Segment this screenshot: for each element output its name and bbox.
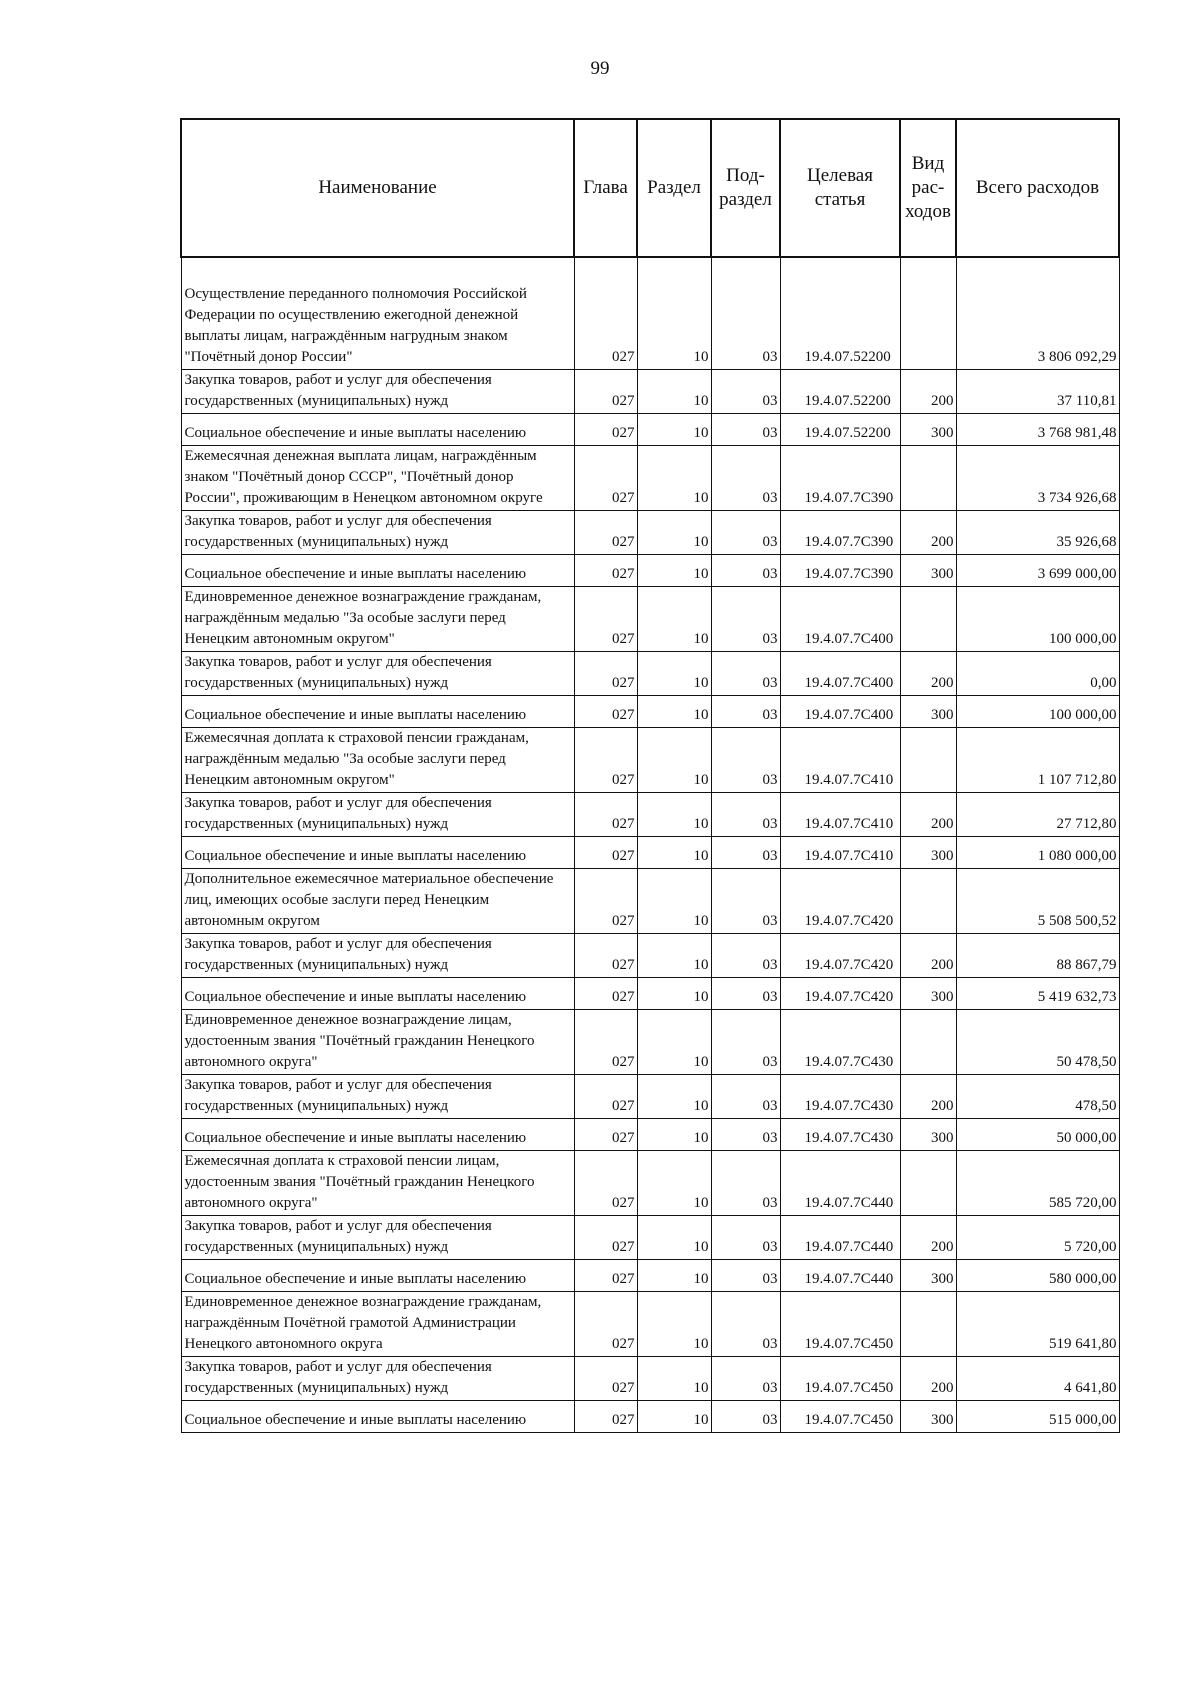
row-target-article: 19.4.07.7С400 bbox=[780, 587, 900, 652]
row-total: 478,50 bbox=[956, 1075, 1119, 1119]
row-total: 519 641,80 bbox=[956, 1292, 1119, 1357]
table-row bbox=[181, 370, 1119, 414]
table-row bbox=[181, 837, 1119, 869]
row-chapter: 027 bbox=[574, 652, 637, 696]
row-chapter: 027 bbox=[574, 1151, 637, 1216]
row-chapter: 027 bbox=[574, 1260, 637, 1292]
row-expense-type: 300 bbox=[900, 978, 956, 1010]
row-section: 10 bbox=[637, 934, 711, 978]
row-section: 10 bbox=[637, 1292, 711, 1357]
row-expense-type: 200 bbox=[900, 1075, 956, 1119]
header-total: Всего расходов bbox=[956, 119, 1119, 257]
row-total: 88 867,79 bbox=[956, 934, 1119, 978]
row-target-article: 19.4.07.7С400 bbox=[780, 652, 900, 696]
row-chapter: 027 bbox=[574, 869, 637, 934]
row-expense-type bbox=[900, 446, 956, 511]
row-section: 10 bbox=[637, 978, 711, 1010]
row-subsection: 03 bbox=[711, 587, 780, 652]
table-row bbox=[181, 1119, 1119, 1151]
row-expense-type: 300 bbox=[900, 555, 956, 587]
row-section: 10 bbox=[637, 1151, 711, 1216]
row-chapter: 027 bbox=[574, 1075, 637, 1119]
row-name: Социальное обеспечение и иные выплаты населению bbox=[181, 1119, 574, 1151]
row-section: 10 bbox=[637, 1260, 711, 1292]
row-target-article: 19.4.07.7С410 bbox=[780, 728, 900, 793]
row-chapter: 027 bbox=[574, 1357, 637, 1401]
row-expense-type bbox=[900, 1151, 956, 1216]
row-subsection: 03 bbox=[711, 511, 780, 555]
row-name: Ежемесячная доплата к страховой пенсии лицам, удостоенным звания "Почётный гражданин Ненецкого автономного округа" bbox=[181, 1151, 574, 1216]
row-chapter: 027 bbox=[574, 728, 637, 793]
row-chapter: 027 bbox=[574, 934, 637, 978]
table-row bbox=[181, 587, 1119, 652]
row-subsection: 03 bbox=[711, 652, 780, 696]
page-number: 99 bbox=[590, 58, 610, 79]
row-target-article: 19.4.07.7С430 bbox=[780, 1119, 900, 1151]
row-total: 50 000,00 bbox=[956, 1119, 1119, 1151]
row-target-article: 19.4.07.7С430 bbox=[780, 1010, 900, 1075]
row-subsection: 03 bbox=[711, 446, 780, 511]
row-subsection: 03 bbox=[711, 1151, 780, 1216]
header-chapter: Глава bbox=[574, 119, 637, 257]
row-expense-type: 300 bbox=[900, 1401, 956, 1433]
row-section: 10 bbox=[637, 696, 711, 728]
row-total: 1 080 000,00 bbox=[956, 837, 1119, 869]
table-row bbox=[181, 652, 1119, 696]
row-subsection: 03 bbox=[711, 1292, 780, 1357]
row-target-article: 19.4.07.7С390 bbox=[780, 446, 900, 511]
row-chapter: 027 bbox=[574, 696, 637, 728]
row-subsection: 03 bbox=[711, 1260, 780, 1292]
table-row bbox=[181, 1010, 1119, 1075]
row-chapter: 027 bbox=[574, 1119, 637, 1151]
row-name: Единовременное денежное вознаграждение гражданам, награждённым Почётной грамотой Администрации Ненецкого автономного округа bbox=[181, 1292, 574, 1357]
row-target-article: 19.4.07.7С440 bbox=[780, 1216, 900, 1260]
row-expense-type: 200 bbox=[900, 1357, 956, 1401]
row-target-article: 19.4.07.7С450 bbox=[780, 1292, 900, 1357]
row-total: 580 000,00 bbox=[956, 1260, 1119, 1292]
row-chapter: 027 bbox=[574, 555, 637, 587]
row-total: 3 699 000,00 bbox=[956, 555, 1119, 587]
row-subsection: 03 bbox=[711, 257, 780, 370]
row-total: 515 000,00 bbox=[956, 1401, 1119, 1433]
row-name: Единовременное денежное вознаграждение лицам, удостоенным звания "Почётный гражданин Ненецкого автономного округа" bbox=[181, 1010, 574, 1075]
row-total: 1 107 712,80 bbox=[956, 728, 1119, 793]
row-subsection: 03 bbox=[711, 555, 780, 587]
row-subsection: 03 bbox=[711, 1119, 780, 1151]
row-chapter: 027 bbox=[574, 1216, 637, 1260]
row-total: 5 508 500,52 bbox=[956, 869, 1119, 934]
row-expense-type bbox=[900, 1292, 956, 1357]
row-target-article: 19.4.07.7С420 bbox=[780, 978, 900, 1010]
table-row bbox=[181, 1260, 1119, 1292]
row-name: Закупка товаров, работ и услуг для обеспечения государственных (муниципальных) нужд bbox=[181, 652, 574, 696]
row-name: Единовременное денежное вознаграждение гражданам, награждённым медалью "За особые заслуги перед Ненецким автономным округом" bbox=[181, 587, 574, 652]
row-section: 10 bbox=[637, 257, 711, 370]
row-section: 10 bbox=[637, 1010, 711, 1075]
row-target-article: 19.4.07.7С440 bbox=[780, 1260, 900, 1292]
row-subsection: 03 bbox=[711, 1357, 780, 1401]
row-target-article: 19.4.07.7С390 bbox=[780, 511, 900, 555]
row-expense-type: 200 bbox=[900, 652, 956, 696]
table-row bbox=[181, 1292, 1119, 1357]
row-expense-type bbox=[900, 257, 956, 370]
table-row bbox=[181, 1216, 1119, 1260]
row-subsection: 03 bbox=[711, 370, 780, 414]
row-subsection: 03 bbox=[711, 728, 780, 793]
row-name: Социальное обеспечение и иные выплаты населению bbox=[181, 837, 574, 869]
table-row bbox=[181, 1357, 1119, 1401]
row-target-article: 19.4.07.7С450 bbox=[780, 1357, 900, 1401]
row-chapter: 027 bbox=[574, 1292, 637, 1357]
budget-table bbox=[180, 118, 1120, 1433]
row-expense-type: 300 bbox=[900, 1119, 956, 1151]
table-row bbox=[181, 446, 1119, 511]
row-chapter: 027 bbox=[574, 446, 637, 511]
row-target-article: 19.4.07.7С450 bbox=[780, 1401, 900, 1433]
row-target-article: 19.4.07.7С400 bbox=[780, 696, 900, 728]
table-row bbox=[181, 793, 1119, 837]
row-target-article: 19.4.07.7С410 bbox=[780, 837, 900, 869]
row-subsection: 03 bbox=[711, 414, 780, 446]
row-expense-type: 200 bbox=[900, 370, 956, 414]
row-total: 0,00 bbox=[956, 652, 1119, 696]
row-section: 10 bbox=[637, 414, 711, 446]
table-row bbox=[181, 1151, 1119, 1216]
row-section: 10 bbox=[637, 555, 711, 587]
row-expense-type: 300 bbox=[900, 414, 956, 446]
row-section: 10 bbox=[637, 1075, 711, 1119]
row-target-article: 19.4.07.7С390 bbox=[780, 555, 900, 587]
row-expense-type bbox=[900, 1010, 956, 1075]
row-expense-type: 200 bbox=[900, 1216, 956, 1260]
row-name: Осуществление переданного полномочия Российской Федерации по осуществлению ежегодной денежной выплаты лицам, награждённым нагрудным знаком "Почётный донор России" bbox=[181, 257, 574, 370]
row-total: 35 926,68 bbox=[956, 511, 1119, 555]
row-subsection: 03 bbox=[711, 1401, 780, 1433]
table-body bbox=[181, 257, 1119, 1433]
row-total: 3 768 981,48 bbox=[956, 414, 1119, 446]
row-total: 37 110,81 bbox=[956, 370, 1119, 414]
table-row bbox=[181, 696, 1119, 728]
table-row bbox=[181, 1401, 1119, 1433]
row-total: 5 720,00 bbox=[956, 1216, 1119, 1260]
row-subsection: 03 bbox=[711, 869, 780, 934]
row-chapter: 027 bbox=[574, 1401, 637, 1433]
row-chapter: 027 bbox=[574, 978, 637, 1010]
row-section: 10 bbox=[637, 652, 711, 696]
row-target-article: 19.4.07.7С410 bbox=[780, 793, 900, 837]
header-section: Раздел bbox=[637, 119, 711, 257]
row-chapter: 027 bbox=[574, 837, 637, 869]
row-total: 4 641,80 bbox=[956, 1357, 1119, 1401]
row-target-article: 19.4.07.7С420 bbox=[780, 869, 900, 934]
row-chapter: 027 bbox=[574, 511, 637, 555]
row-name: Закупка товаров, работ и услуг для обеспечения государственных (муниципальных) нужд bbox=[181, 1357, 574, 1401]
row-total: 585 720,00 bbox=[956, 1151, 1119, 1216]
header-subsection: Под- раздел bbox=[711, 119, 780, 257]
row-subsection: 03 bbox=[711, 837, 780, 869]
row-chapter: 027 bbox=[574, 1010, 637, 1075]
header-name: Наименование bbox=[181, 119, 574, 257]
table-row bbox=[181, 555, 1119, 587]
row-chapter: 027 bbox=[574, 587, 637, 652]
row-expense-type: 200 bbox=[900, 511, 956, 555]
row-total: 27 712,80 bbox=[956, 793, 1119, 837]
row-subsection: 03 bbox=[711, 793, 780, 837]
row-subsection: 03 bbox=[711, 1010, 780, 1075]
row-chapter: 027 bbox=[574, 257, 637, 370]
row-total: 3 734 926,68 bbox=[956, 446, 1119, 511]
row-chapter: 027 bbox=[574, 793, 637, 837]
row-total: 5 419 632,73 bbox=[956, 978, 1119, 1010]
row-expense-type: 200 bbox=[900, 793, 956, 837]
row-section: 10 bbox=[637, 587, 711, 652]
header-target-article: Целевая статья bbox=[780, 119, 900, 257]
row-name: Дополнительное ежемесячное материальное обеспечение лиц, имеющих особые заслуги перед Ненецким автономным округом bbox=[181, 869, 574, 934]
row-name: Социальное обеспечение и иные выплаты населению bbox=[181, 1260, 574, 1292]
row-name: Ежемесячная доплата к страховой пенсии гражданам, награждённым медалью "За особые заслуги перед Ненецким автономным округом" bbox=[181, 728, 574, 793]
row-expense-type: 300 bbox=[900, 696, 956, 728]
row-name: Социальное обеспечение и иные выплаты населению bbox=[181, 978, 574, 1010]
row-target-article: 19.4.07.7С430 bbox=[780, 1075, 900, 1119]
table-row bbox=[181, 511, 1119, 555]
row-total: 50 478,50 bbox=[956, 1010, 1119, 1075]
row-name: Социальное обеспечение и иные выплаты населению bbox=[181, 555, 574, 587]
row-target-article: 19.4.07.52200 bbox=[780, 414, 900, 446]
row-section: 10 bbox=[637, 511, 711, 555]
row-section: 10 bbox=[637, 869, 711, 934]
table-row bbox=[181, 978, 1119, 1010]
row-expense-type: 300 bbox=[900, 1260, 956, 1292]
row-name: Закупка товаров, работ и услуг для обеспечения государственных (муниципальных) нужд bbox=[181, 370, 574, 414]
table-header-row bbox=[181, 119, 1119, 257]
row-name: Социальное обеспечение и иные выплаты населению bbox=[181, 414, 574, 446]
table-row bbox=[181, 728, 1119, 793]
row-section: 10 bbox=[637, 1216, 711, 1260]
row-section: 10 bbox=[637, 370, 711, 414]
row-section: 10 bbox=[637, 1119, 711, 1151]
row-section: 10 bbox=[637, 728, 711, 793]
row-name: Ежемесячная денежная выплата лицам, награждённым знаком "Почётный донор СССР", "Почётный донор России", проживающим в Ненецком автономном округе bbox=[181, 446, 574, 511]
row-subsection: 03 bbox=[711, 1216, 780, 1260]
row-chapter: 027 bbox=[574, 414, 637, 446]
row-section: 10 bbox=[637, 1357, 711, 1401]
row-expense-type bbox=[900, 869, 956, 934]
row-subsection: 03 bbox=[711, 978, 780, 1010]
table-row bbox=[181, 257, 1119, 370]
row-section: 10 bbox=[637, 1401, 711, 1433]
row-name: Закупка товаров, работ и услуг для обеспечения государственных (муниципальных) нужд bbox=[181, 934, 574, 978]
row-total: 3 806 092,29 bbox=[956, 257, 1119, 370]
table-row bbox=[181, 414, 1119, 446]
row-section: 10 bbox=[637, 793, 711, 837]
row-target-article: 19.4.07.52200 bbox=[780, 370, 900, 414]
row-expense-type bbox=[900, 728, 956, 793]
row-subsection: 03 bbox=[711, 696, 780, 728]
row-name: Социальное обеспечение и иные выплаты населению bbox=[181, 1401, 574, 1433]
row-target-article: 19.4.07.52200 bbox=[780, 257, 900, 370]
row-expense-type: 300 bbox=[900, 837, 956, 869]
row-name: Закупка товаров, работ и услуг для обеспечения государственных (муниципальных) нужд bbox=[181, 793, 574, 837]
row-expense-type: 200 bbox=[900, 934, 956, 978]
row-name: Социальное обеспечение и иные выплаты населению bbox=[181, 696, 574, 728]
row-section: 10 bbox=[637, 446, 711, 511]
row-target-article: 19.4.07.7С420 bbox=[780, 934, 900, 978]
row-chapter: 027 bbox=[574, 370, 637, 414]
row-name: Закупка товаров, работ и услуг для обеспечения государственных (муниципальных) нужд bbox=[181, 1075, 574, 1119]
table-row bbox=[181, 869, 1119, 934]
row-section: 10 bbox=[637, 837, 711, 869]
row-total: 100 000,00 bbox=[956, 696, 1119, 728]
row-name: Закупка товаров, работ и услуг для обеспечения государственных (муниципальных) нужд bbox=[181, 511, 574, 555]
row-name: Закупка товаров, работ и услуг для обеспечения государственных (муниципальных) нужд bbox=[181, 1216, 574, 1260]
table-row bbox=[181, 934, 1119, 978]
row-subsection: 03 bbox=[711, 934, 780, 978]
header-expense-type: Вид рас- ходов bbox=[900, 119, 956, 257]
row-target-article: 19.4.07.7С440 bbox=[780, 1151, 900, 1216]
table-row bbox=[181, 1075, 1119, 1119]
row-subsection: 03 bbox=[711, 1075, 780, 1119]
row-total: 100 000,00 bbox=[956, 587, 1119, 652]
row-expense-type bbox=[900, 587, 956, 652]
